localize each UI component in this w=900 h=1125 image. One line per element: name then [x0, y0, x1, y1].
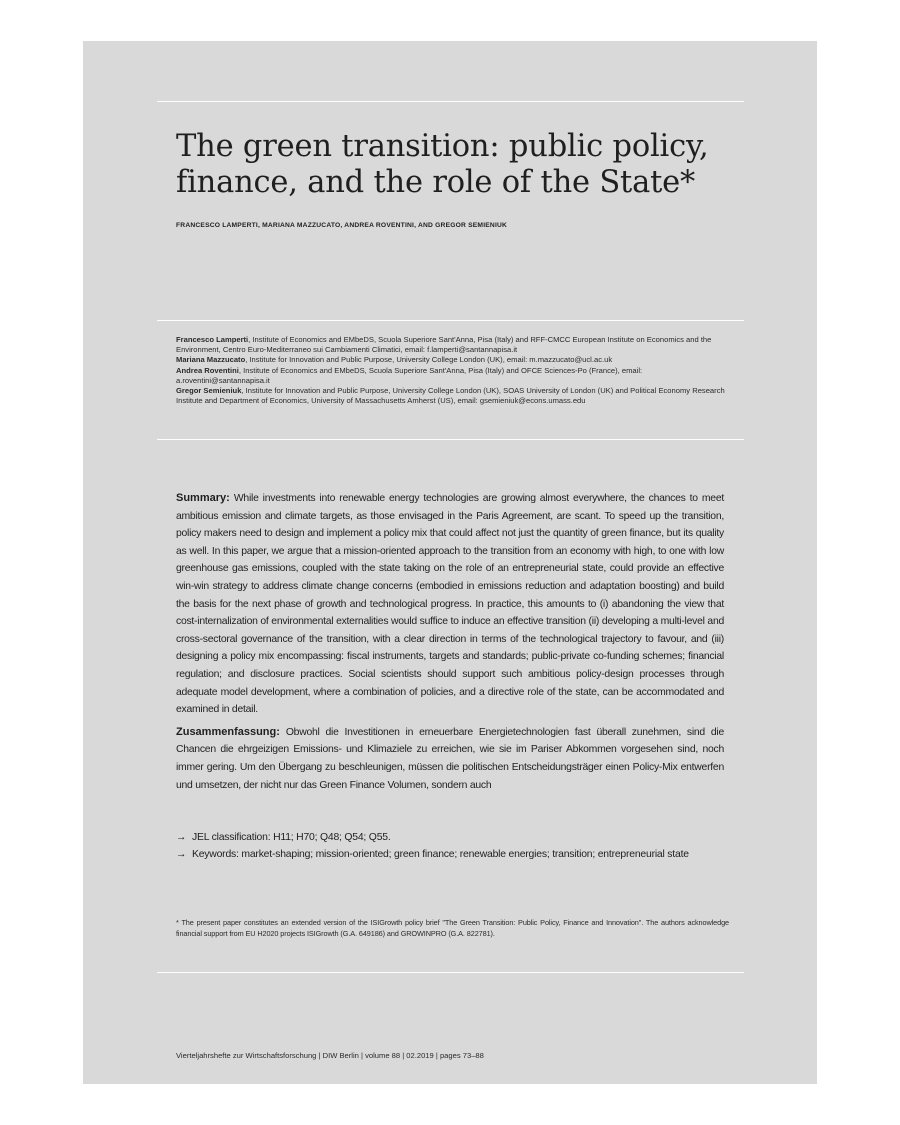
title-line-1: The green transition: public policy, [176, 129, 709, 164]
divider-top [157, 101, 744, 102]
author-list: FRANCESCO LAMPERTI, MARIANA MAZZUCATO, ANDREA ROVENTINI, AND GREGOR SEMIENIUK [176, 222, 508, 229]
affiliation-text: , Institute of Economics and EMbeDS, Scuola Superiore Sant'Anna, Pisa (Italy) and RFF-CMCC European Institute on Economics and the Environment, Centro Euro-Mediterraneo sui Cambiamenti Climatici, email: f.lamperti@santannapisa.it [176, 335, 712, 355]
jel-classification [176, 829, 736, 846]
abstract [176, 490, 724, 799]
affiliation-name: Francesco Lamperti [176, 335, 249, 344]
affiliation-name: Gregor Semieniuk [176, 386, 242, 396]
arrow-right-icon: → [176, 832, 187, 843]
affiliation-text: , Institute of Economics and EMbeDS, Scuola Superiore Sant'Anna, Pisa (Italy) and OFCE Sciences-Po (France), email: a.roventini@santannapisa.it [176, 365, 643, 385]
affiliation-name: Andrea Roventini [176, 365, 239, 375]
affiliation-text: , Institute for Innovation and Public Purpose, University College London (UK), email: m.mazzucato@ucl.ac.uk [245, 355, 613, 365]
divider-affiliations-bottom [157, 439, 744, 440]
summary-paragraph [176, 490, 724, 719]
paper-page [83, 41, 817, 1084]
affiliation-lamperti [176, 335, 736, 355]
keywords-item [176, 846, 736, 863]
divider-affiliations-top [157, 320, 744, 321]
footnote: * The present paper constitutes an extended version of the ISIGrowth policy brief "The Green Transition: Public Policy, Finance and Innovation". The authors acknowledge financial support from EU H2020 projects ISIGrowth (G.A. 649186) and GROWINPRO (G.A. 822781). [176, 918, 729, 938]
divider-bottom [157, 972, 744, 973]
zusammenfassung-text: Obwohl die Investitionen in erneuerbare Energietechnologien fast überall zunehmen, sind die Chancen die ehrgeizigen Emissions- und Klimaziele zu erreichen, wie sie im Pariser Abkommen vorgesehen sind, noch immer gering. Um den Übergang zu beschleunigen, müssen die politischen Entscheidungsträger einen Policy-Mix entwerfen und umsetzen, der nicht nur das Green Finance Volumen, sondern auch [176, 726, 724, 791]
arrow-right-icon: → [176, 849, 187, 860]
classification-list [176, 829, 736, 863]
summary-label: Summary: [176, 492, 230, 504]
journal-footer: Vierteljahrshefte zur Wirtschaftsforschung | DIW Berlin | volume 88 | 02.2019 | pages 73–88 [176, 1051, 484, 1060]
paper-title [176, 129, 776, 201]
zusammenfassung-label: Zusammenfassung: [176, 725, 280, 738]
title-line-2: finance, and the role of the State* [176, 165, 696, 200]
affiliation-text: , Institute for Innovation and Public Purpose, University College London (UK), SOAS University of London (UK) and Political Economy Research Institute and Department of Economics, University of Massachusetts Amherst (US), email: gsemieniuk@econs.umass.edu [176, 386, 725, 406]
affiliation-roventini [176, 366, 736, 386]
affiliation-name: Mariana Mazzucato [176, 355, 246, 365]
affiliation-mazzucato [176, 355, 736, 365]
jel-text: JEL classification: H11; H70; Q48; Q54; Q55. [192, 832, 391, 843]
summary-text: While investments into renewable energy technologies are growing almost everywhere, the chances to meet ambitious emission and climate targets, as those envisaged in the Paris Agreement, are scant. To speed up the transition, policy makers need to design and implement a policy mix that could affect not just the quantity of green finance, but its quality as well. In this paper, we argue that a mission-oriented approach to the transition from an economy with high, to one with low greenhouse gas emissions, coupled with the state taking on the role of an entrepreneurial state, could provide an effective win-win strategy to address climate change concerns (embodied in emissions reduction and adaptation boosting) and build the basis for the next phase of growth and technological progress. In practice, this amounts to (i) abandoning the view that cost-internalization of environmental externalities would suffice to induce an effective transition (ii) developing a multi-level and cross-sectoral governance of the transition, with a clear direction in terms of the technological trajectory to favour, and (iii) designing a policy mix encompassing: fiscal instruments, targets and standards; public-private co-funding schemes; financial regulation; and disclosure practices. Social scientists should support such ambitious policy-design processes through adequate model development, where a combination of policies, and a directive role of the state, can be accommodated and examined in detail. [176, 493, 724, 716]
affiliations [176, 335, 736, 406]
affiliation-semieniuk [176, 386, 736, 406]
zusammenfassung-paragraph [176, 724, 724, 794]
keywords-text: Keywords: market-shaping; mission-oriented; green finance; renewable energies; transition; entrepreneurial state [192, 849, 689, 860]
